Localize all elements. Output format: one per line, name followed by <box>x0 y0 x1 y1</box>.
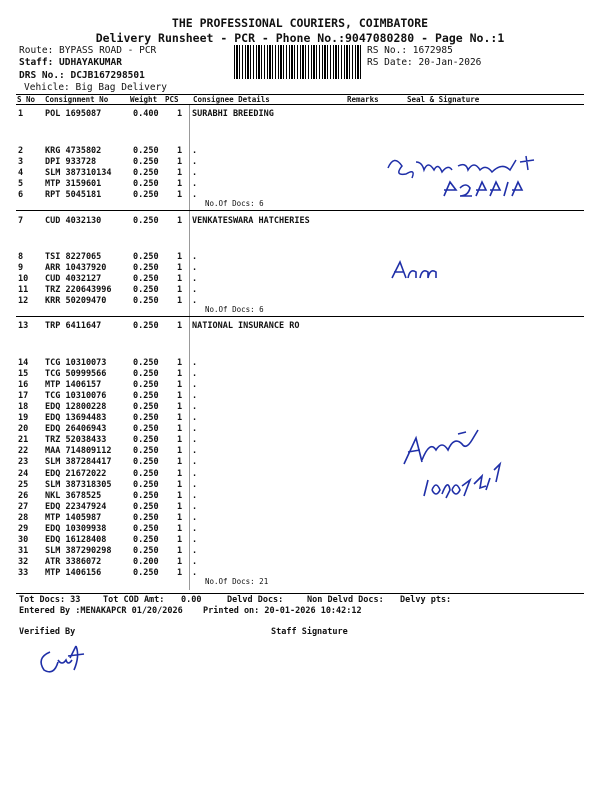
row-sno: 29 <box>18 524 29 534</box>
row-weight: 0.250 <box>133 535 159 545</box>
company-title: THE PROFESSIONAL COURIERS, COIMBATORE <box>171 16 429 30</box>
total-docs: Tot Docs: 33 <box>19 595 81 605</box>
table-row <box>0 285 600 296</box>
staff-signature: Staff Signature <box>271 627 348 637</box>
row-pcs: 1 <box>177 480 183 490</box>
row-consignment: TSI 8227065 <box>45 252 102 262</box>
row-consignee: . <box>192 380 198 390</box>
row-consignment: TCG 10310076 <box>45 391 107 401</box>
row-consignment: EDQ 13694483 <box>45 413 107 423</box>
group-separator <box>16 316 584 317</box>
col-weight: Weight <box>130 95 158 104</box>
row-consignee: . <box>192 469 198 479</box>
table-row <box>0 274 600 285</box>
row-weight: 0.250 <box>133 146 159 156</box>
row-consignee: . <box>192 168 198 178</box>
row-pcs: 1 <box>177 424 183 434</box>
row-consignment: MTP 1406156 <box>45 568 102 578</box>
row-weight: 0.250 <box>133 216 159 226</box>
table-row <box>0 568 600 579</box>
row-consignment: CUD 4032130 <box>45 216 102 226</box>
rs-date: RS Date: 20-Jan-2026 <box>367 57 482 68</box>
row-consignee: SURABHI BREEDING <box>192 109 274 119</box>
row-consignee: . <box>192 457 198 467</box>
row-consignee: . <box>192 263 198 273</box>
row-pcs: 1 <box>177 391 183 401</box>
row-pcs: 1 <box>177 557 183 567</box>
row-consignment: MTP 1405987 <box>45 513 102 523</box>
group-separator <box>16 210 584 211</box>
row-sno: 3 <box>18 157 24 167</box>
row-sno: 12 <box>18 296 29 306</box>
row-weight: 0.400 <box>133 109 159 119</box>
row-consignee: . <box>192 157 198 167</box>
row-sno: 7 <box>18 216 24 226</box>
row-consignment: MAA 714809112 <box>45 446 112 456</box>
row-pcs: 1 <box>177 296 183 306</box>
row-weight: 0.250 <box>133 296 159 306</box>
row-consignee: . <box>192 296 198 306</box>
row-weight: 0.200 <box>133 557 159 567</box>
runsheet-subtitle: Delivery Runsheet - PCR - Phone No.:9047080280 - Page No.:1 <box>95 31 505 45</box>
row-sno: 18 <box>18 402 29 412</box>
footer-rule <box>16 593 584 594</box>
col-remarks: Remarks <box>347 95 379 104</box>
row-sno: 23 <box>18 457 29 467</box>
row-pcs: 1 <box>177 457 183 467</box>
row-pcs: 1 <box>177 146 183 156</box>
row-sno: 13 <box>18 321 29 331</box>
row-pcs: 1 <box>177 435 183 445</box>
row-weight: 0.250 <box>133 274 159 284</box>
row-weight: 0.250 <box>133 469 159 479</box>
row-consignee: . <box>192 252 198 262</box>
row-pcs: 1 <box>177 413 183 423</box>
col-consignee: Consignee Details <box>193 95 270 104</box>
row-pcs: 1 <box>177 369 183 379</box>
row-pcs: 1 <box>177 402 183 412</box>
row-pcs: 1 <box>177 568 183 578</box>
table-row <box>0 369 600 380</box>
row-consignee: . <box>192 179 198 189</box>
row-pcs: 1 <box>177 380 183 390</box>
row-consignee: . <box>192 502 198 512</box>
row-consignee: . <box>192 190 198 200</box>
row-sno: 24 <box>18 469 29 479</box>
header-rule-bottom <box>16 104 584 105</box>
table-row <box>0 524 600 535</box>
row-pcs: 1 <box>177 252 183 262</box>
group-doc-count: No.Of Docs: 21 <box>205 577 269 586</box>
row-consignment: POL 1695087 <box>45 109 102 119</box>
col-sno: S No <box>17 95 36 104</box>
row-pcs: 1 <box>177 190 183 200</box>
row-sno: 9 <box>18 263 24 273</box>
row-consignment: EDQ 10309938 <box>45 524 107 534</box>
row-consignment: MTP 3159601 <box>45 179 102 189</box>
row-pcs: 1 <box>177 491 183 501</box>
row-pcs: 1 <box>177 168 183 178</box>
row-sno: 25 <box>18 480 29 490</box>
row-sno: 6 <box>18 190 24 200</box>
row-pcs: 1 <box>177 179 183 189</box>
row-consignee: . <box>192 535 198 545</box>
row-pcs: 1 <box>177 109 183 119</box>
row-pcs: 1 <box>177 469 183 479</box>
row-pcs: 1 <box>177 263 183 273</box>
row-sno: 27 <box>18 502 29 512</box>
row-weight: 0.250 <box>133 424 159 434</box>
row-consignment: TRP 6411647 <box>45 321 102 331</box>
row-weight: 0.250 <box>133 179 159 189</box>
row-weight: 0.250 <box>133 380 159 390</box>
row-pcs: 1 <box>177 285 183 295</box>
row-consignee: . <box>192 491 198 501</box>
row-sno: 17 <box>18 391 29 401</box>
row-consignee: . <box>192 146 198 156</box>
row-pcs: 1 <box>177 216 183 226</box>
row-consignment: EDQ 26406943 <box>45 424 107 434</box>
row-sno: 30 <box>18 535 29 545</box>
row-pcs: 1 <box>177 502 183 512</box>
row-consignee: . <box>192 480 198 490</box>
row-consignee: . <box>192 557 198 567</box>
row-weight: 0.250 <box>133 190 159 200</box>
row-sno: 1 <box>18 109 24 119</box>
row-consignment: TCG 50999566 <box>45 369 107 379</box>
row-weight: 0.250 <box>133 168 159 178</box>
row-consignee: . <box>192 435 198 445</box>
row-sno: 8 <box>18 252 24 262</box>
row-sno: 26 <box>18 491 29 501</box>
barcode <box>234 45 362 79</box>
vehicle-label: Vehicle: Big Bag Delivery <box>24 82 167 93</box>
row-weight: 0.250 <box>133 546 159 556</box>
row-weight: 0.250 <box>133 402 159 412</box>
table-row <box>0 296 600 307</box>
row-consignee: . <box>192 513 198 523</box>
row-consignee: . <box>192 274 198 284</box>
printed-on: Printed on: 20-01-2026 10:42:12 <box>203 606 362 616</box>
row-consignment: TRZ 52038433 <box>45 435 107 445</box>
row-weight: 0.250 <box>133 285 159 295</box>
table-row <box>0 358 600 369</box>
row-consignment: SLM 387310134 <box>45 168 112 178</box>
row-consignee: . <box>192 413 198 423</box>
row-sno: 31 <box>18 546 29 556</box>
row-consignment: EDQ 21672022 <box>45 469 107 479</box>
group-doc-count: No.Of Docs: 6 <box>205 305 264 314</box>
table-row <box>0 535 600 546</box>
signature-surabhi <box>380 148 560 200</box>
row-pcs: 1 <box>177 446 183 456</box>
row-weight: 0.250 <box>133 321 159 331</box>
row-consignment: SLM 387284417 <box>45 457 112 467</box>
row-consignment: CUD 4032127 <box>45 274 102 284</box>
row-sno: 14 <box>18 358 29 368</box>
col-consignment: Consignment No <box>45 95 109 104</box>
row-consignment: MTP 1406157 <box>45 380 102 390</box>
table-row <box>0 402 600 413</box>
row-weight: 0.250 <box>133 157 159 167</box>
table-row <box>0 557 600 568</box>
row-weight: 0.250 <box>133 524 159 534</box>
row-pcs: 1 <box>177 524 183 534</box>
delivered-docs: Delvd Docs: <box>227 595 284 605</box>
col-seal-signature: Seal & Signature <box>407 95 480 104</box>
row-pcs: 1 <box>177 358 183 368</box>
rs-number: RS No.: 1672985 <box>367 45 453 56</box>
row-consignment: RPT 5045181 <box>45 190 102 200</box>
row-sno: 10 <box>18 274 29 284</box>
verified-by: Verified By <box>19 627 76 637</box>
row-weight: 0.250 <box>133 391 159 401</box>
row-sno: 20 <box>18 424 29 434</box>
row-consignment: KRG 4735802 <box>45 146 102 156</box>
row-consignee: . <box>192 546 198 556</box>
table-row <box>0 263 600 274</box>
route-label: Route: BYPASS ROAD - PCR <box>19 45 157 56</box>
row-consignee: . <box>192 524 198 534</box>
row-sno: 19 <box>18 413 29 423</box>
row-sno: 15 <box>18 369 29 379</box>
row-weight: 0.250 <box>133 457 159 467</box>
row-sno: 28 <box>18 513 29 523</box>
row-consignment: KRR 50209470 <box>45 296 107 306</box>
table-row <box>0 513 600 524</box>
row-sno: 4 <box>18 168 24 178</box>
table-row <box>0 380 600 391</box>
row-consignee: . <box>192 446 198 456</box>
drs-number: DRS No.: DCJB167298501 <box>19 70 145 81</box>
row-sno: 5 <box>18 179 24 189</box>
col-pcs: PCS <box>165 95 179 104</box>
row-consignee: . <box>192 369 198 379</box>
entered-by: Entered By :MENAKAPCR 01/20/2026 <box>19 606 183 616</box>
row-consignment: EDQ 12800228 <box>45 402 107 412</box>
row-sno: 2 <box>18 146 24 156</box>
row-weight: 0.250 <box>133 480 159 490</box>
total-cod-value: 0.00 <box>181 595 202 605</box>
signature-verifier <box>36 642 96 676</box>
total-cod-label: Tot COD Amt: <box>103 595 165 605</box>
row-weight: 0.250 <box>133 513 159 523</box>
table-row <box>0 321 600 332</box>
row-weight: 0.250 <box>133 502 159 512</box>
row-consignment: SLM 387318305 <box>45 480 112 490</box>
row-weight: 0.250 <box>133 413 159 423</box>
row-pcs: 1 <box>177 546 183 556</box>
row-consignee: NATIONAL INSURANCE RO <box>192 321 300 331</box>
table-row <box>0 216 600 227</box>
row-consignee: . <box>192 391 198 401</box>
row-weight: 0.250 <box>133 435 159 445</box>
row-consignee: . <box>192 285 198 295</box>
signature-venkateswara <box>388 258 458 282</box>
row-pcs: 1 <box>177 535 183 545</box>
table-row <box>0 109 600 120</box>
row-pcs: 1 <box>177 321 183 331</box>
row-consignee: . <box>192 358 198 368</box>
row-sno: 11 <box>18 285 29 295</box>
delivery-points: Delvy pts: <box>400 595 452 605</box>
row-consignee: . <box>192 424 198 434</box>
row-consignment: ARR 10437920 <box>45 263 107 273</box>
row-consignment: DPI 933728 <box>45 157 97 167</box>
row-sno: 22 <box>18 446 29 456</box>
signature-national-insurance <box>398 420 538 500</box>
row-weight: 0.250 <box>133 568 159 578</box>
row-sno: 33 <box>18 568 29 578</box>
row-consignment: NKL 3678525 <box>45 491 102 501</box>
row-pcs: 1 <box>177 513 183 523</box>
row-consignee: . <box>192 568 198 578</box>
row-pcs: 1 <box>177 157 183 167</box>
row-consignee: VENKATESWARA HATCHERIES <box>192 216 310 226</box>
row-consignment: EDQ 22347924 <box>45 502 107 512</box>
non-delivered-docs: Non Delvd Docs: <box>307 595 384 605</box>
row-consignee: . <box>192 402 198 412</box>
row-weight: 0.250 <box>133 252 159 262</box>
row-weight: 0.250 <box>133 491 159 501</box>
row-pcs: 1 <box>177 274 183 284</box>
row-sno: 21 <box>18 435 29 445</box>
row-consignment: ATR 3386072 <box>45 557 102 567</box>
row-consignment: EDQ 16128408 <box>45 535 107 545</box>
row-weight: 0.250 <box>133 263 159 273</box>
table-row <box>0 391 600 402</box>
table-row <box>0 502 600 513</box>
group-doc-count: No.Of Docs: 6 <box>205 199 264 208</box>
table-row <box>0 252 600 263</box>
row-weight: 0.250 <box>133 369 159 379</box>
table-row <box>0 546 600 557</box>
staff-label: Staff: UDHAYAKUMAR <box>19 57 122 68</box>
row-consignment: TCG 10310073 <box>45 358 107 368</box>
row-weight: 0.250 <box>133 446 159 456</box>
row-sno: 16 <box>18 380 29 390</box>
row-weight: 0.250 <box>133 358 159 368</box>
row-consignment: TRZ 220643996 <box>45 285 112 295</box>
row-sno: 32 <box>18 557 29 567</box>
row-consignment: SLM 387290298 <box>45 546 112 556</box>
